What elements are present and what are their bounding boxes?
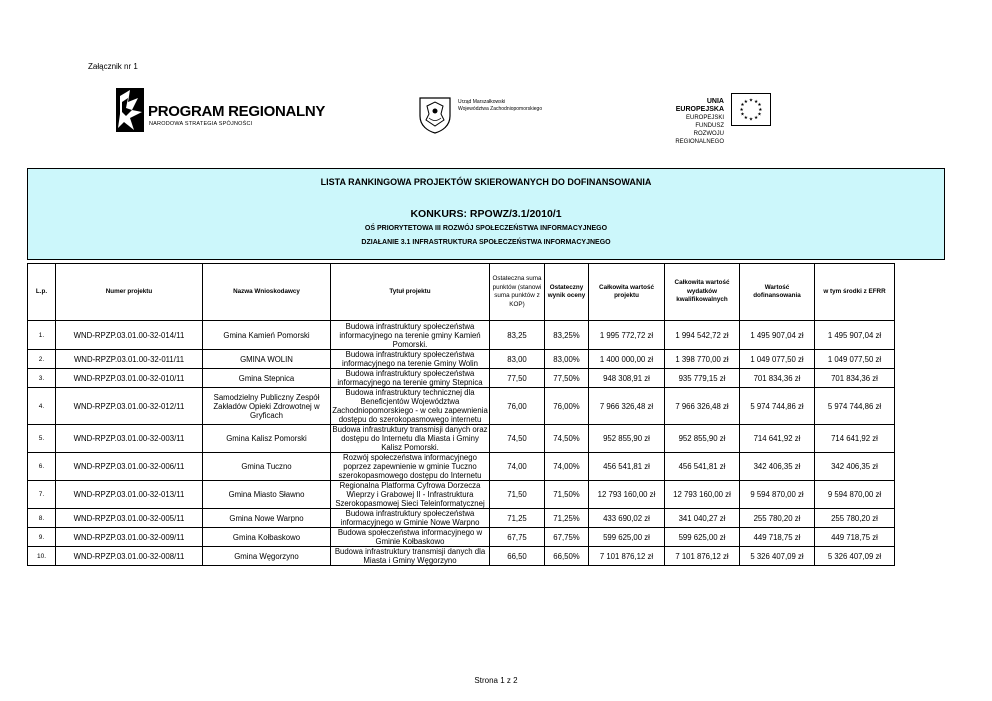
cell-eligible: 1 994 542,72 zł xyxy=(665,321,740,350)
cell-efrr: 714 641,92 zł xyxy=(815,425,895,453)
cell-result: 74,00% xyxy=(545,453,589,481)
cell-total: 433 690,02 zł xyxy=(589,509,665,528)
col-eligible: Całkowita wartość wydatków kwalifikowalnych xyxy=(665,264,740,321)
action-label: DZIAŁANIE 3.1 INFRASTRUKTURA SPOŁECZEŃSTWA INFORMACYJNEGO xyxy=(361,239,611,246)
cell-efrr: 9 594 870,00 zł xyxy=(815,481,895,509)
svg-text:★: ★ xyxy=(757,103,762,109)
cell-funding: 1 495 907,04 zł xyxy=(740,321,815,350)
cell-total: 7 966 326,48 zł xyxy=(589,388,665,425)
cell-eligible: 599 625,00 zł xyxy=(665,528,740,547)
cell-eligible: 456 541,81 zł xyxy=(665,453,740,481)
cell-eligible: 12 793 160,00 zł xyxy=(665,481,740,509)
cell-lp: 6. xyxy=(28,453,56,481)
page-footer: Strona 1 z 2 xyxy=(474,676,518,685)
cell-number: WND-RPZP.03.01.00-32-012/11 xyxy=(56,388,203,425)
table-row xyxy=(28,350,895,369)
table-header-row xyxy=(28,264,895,321)
cell-total: 7 101 876,12 zł xyxy=(589,547,665,566)
cell-applicant: Gmina Węgorzyno xyxy=(203,547,331,566)
cell-title: Rozwój społeczeństwa informacyjnego poprzez zapewnienie w gminie Tuczno szerokopasmowego dostępu do Internetu xyxy=(331,453,490,481)
cell-lp: 2. xyxy=(28,350,56,369)
svg-text:★: ★ xyxy=(758,107,763,113)
eu-flag-icon xyxy=(731,93,771,126)
table-row xyxy=(28,481,895,509)
cell-total: 456 541,81 zł xyxy=(589,453,665,481)
cell-points: 71,25 xyxy=(490,509,545,528)
cell-total: 12 793 160,00 zł xyxy=(589,481,665,509)
svg-text:★: ★ xyxy=(743,99,748,105)
col-efrr: w tym środki z EFRR xyxy=(815,264,895,321)
cell-number: WND-RPZP.03.01.00-32-009/11 xyxy=(56,528,203,547)
cell-eligible: 341 040,27 zł xyxy=(665,509,740,528)
cell-points: 74,50 xyxy=(490,425,545,453)
cell-result: 83,25% xyxy=(545,321,589,350)
cell-lp: 4. xyxy=(28,388,56,425)
cell-applicant: Gmina Kołbaskowo xyxy=(203,528,331,547)
cell-lp: 9. xyxy=(28,528,56,547)
cell-number: WND-RPZP.03.01.00-32-010/11 xyxy=(56,369,203,388)
office-label: Urząd Marszałkowski Województwa Zachodniopomorskiego xyxy=(458,99,543,112)
table-row xyxy=(28,388,895,425)
cell-efrr: 1 495 907,04 zł xyxy=(815,321,895,350)
cell-number: WND-RPZP.03.01.00-32-003/11 xyxy=(56,425,203,453)
cell-efrr: 449 718,75 zł xyxy=(815,528,895,547)
cell-lp: 3. xyxy=(28,369,56,388)
col-lp: L.p. xyxy=(28,264,56,321)
col-title: Tytuł projektu xyxy=(331,264,490,321)
svg-text:★: ★ xyxy=(754,115,759,121)
cell-applicant: Gmina Nowe Warpno xyxy=(203,509,331,528)
cell-points: 83,00 xyxy=(490,350,545,369)
cell-points: 66,50 xyxy=(490,547,545,566)
cell-eligible: 952 855,90 zł xyxy=(665,425,740,453)
cell-applicant: Gmina Tuczno xyxy=(203,453,331,481)
cell-result: 71,50% xyxy=(545,481,589,509)
table-row xyxy=(28,509,895,528)
cell-funding: 1 049 077,50 zł xyxy=(740,350,815,369)
col-points: Ostateczna suma punktów (stanowi suma punktów z KOP) xyxy=(490,264,545,321)
cell-funding: 701 834,36 zł xyxy=(740,369,815,388)
cell-points: 76,00 xyxy=(490,388,545,425)
eu-label: UNIA EUROPEJSKA EUROPEJSKI FUNDUSZ ROZWOJU REGIONALNEGO xyxy=(675,98,724,145)
cell-efrr: 1 049 077,50 zł xyxy=(815,350,895,369)
cell-lp: 7. xyxy=(28,481,56,509)
cell-result: 71,25% xyxy=(545,509,589,528)
svg-text:★: ★ xyxy=(740,103,745,109)
priority-axis-label: OŚ PRIORYTETOWA III ROZWÓJ SPOŁECZEŃSTWA INFORMACYJNEGO xyxy=(364,225,608,232)
col-applicant: Nazwa Wnioskodawcy xyxy=(203,264,331,321)
cell-funding: 5 326 407,09 zł xyxy=(740,547,815,566)
cell-title: Regionalna Platforma Cyfrowa Dorzecza Wieprzy i Grabowej II - Infrastruktura Szerokopasmowej Sieci Teleinformatycznej xyxy=(331,481,490,509)
cell-result: 74,50% xyxy=(545,425,589,453)
cell-applicant: Gmina Miasto Sławno xyxy=(203,481,331,509)
cell-eligible: 1 398 770,00 zł xyxy=(665,350,740,369)
cell-efrr: 342 406,35 zł xyxy=(815,453,895,481)
list-header xyxy=(27,168,945,260)
svg-text:★: ★ xyxy=(757,112,762,118)
cell-eligible: 935 779,15 zł xyxy=(665,369,740,388)
cell-result: 66,50% xyxy=(545,547,589,566)
cell-total: 948 308,91 zł xyxy=(589,369,665,388)
svg-text:★: ★ xyxy=(740,112,745,118)
cell-total: 1 995 772,72 zł xyxy=(589,321,665,350)
cell-title: Budowa infrastruktury społeczeństwa informacyjnego na terenie Gminy Wolin xyxy=(331,350,490,369)
coat-of-arms-icon xyxy=(418,96,452,134)
cell-title: Budowa infrastruktury społeczeństwa informacyjnego na terenie gminy Stepnica xyxy=(331,369,490,388)
cell-funding: 9 594 870,00 zł xyxy=(740,481,815,509)
col-result: Ostateczny wynik oceny xyxy=(545,264,589,321)
cell-result: 67,75% xyxy=(545,528,589,547)
cell-funding: 255 780,20 zł xyxy=(740,509,815,528)
cell-eligible: 7 966 326,48 zł xyxy=(665,388,740,425)
cell-points: 77,50 xyxy=(490,369,545,388)
cell-efrr: 5 974 744,86 zł xyxy=(815,388,895,425)
cell-total: 952 855,90 zł xyxy=(589,425,665,453)
cell-points: 83,25 xyxy=(490,321,545,350)
cell-points: 67,75 xyxy=(490,528,545,547)
cell-funding: 714 641,92 zł xyxy=(740,425,815,453)
svg-text:★: ★ xyxy=(739,107,744,113)
cell-applicant: Gmina Kamień Pomorski xyxy=(203,321,331,350)
table-row xyxy=(28,425,895,453)
table-row xyxy=(28,453,895,481)
cell-eligible: 7 101 876,12 zł xyxy=(665,547,740,566)
cell-result: 83,00% xyxy=(545,350,589,369)
cell-result: 76,00% xyxy=(545,388,589,425)
cell-efrr: 5 326 407,09 zł xyxy=(815,547,895,566)
col-number: Numer projektu xyxy=(56,264,203,321)
contest-label: KONKURS: RPOWZ/3.1/2010/1 xyxy=(410,208,562,220)
cell-title: Budowa infrastruktury społeczeństwa informacyjnego na terenie gminy Kamień Pomorski. xyxy=(331,321,490,350)
cell-points: 71,50 xyxy=(490,481,545,509)
program-subtitle: NARODOWA STRATEGIA SPÓJNOŚCI xyxy=(149,121,253,127)
svg-text:★: ★ xyxy=(754,99,759,105)
cell-funding: 449 718,75 zł xyxy=(740,528,815,547)
svg-text:★: ★ xyxy=(748,98,754,104)
annex-label: Załącznik nr 1 xyxy=(88,62,138,71)
cell-lp: 8. xyxy=(28,509,56,528)
cell-points: 74,00 xyxy=(490,453,545,481)
cell-total: 599 625,00 zł xyxy=(589,528,665,547)
cell-lp: 1. xyxy=(28,321,56,350)
cell-funding: 342 406,35 zł xyxy=(740,453,815,481)
table-row xyxy=(28,321,895,350)
svg-text:★: ★ xyxy=(748,117,754,123)
cell-lp: 10. xyxy=(28,547,56,566)
cell-number: WND-RPZP.03.01.00-32-014/11 xyxy=(56,321,203,350)
cell-applicant: Samodzielny Publiczny Zespół Zakładów Opieki Zdrowotnej w Gryficach xyxy=(203,388,331,425)
cell-applicant: Gmina Kalisz Pomorski xyxy=(203,425,331,453)
cell-total: 1 400 000,00 zł xyxy=(589,350,665,369)
program-title: PROGRAM REGIONALNY xyxy=(148,103,326,120)
cell-number: WND-RPZP.03.01.00-32-008/11 xyxy=(56,547,203,566)
cell-title: Budowa infrastruktury społeczeństwa informacyjnego w Gminie Nowe Warpno xyxy=(331,509,490,528)
list-title: LISTA RANKINGOWA PROJEKTÓW SKIEROWANYCH DO DOFINANSOWANIA xyxy=(320,177,652,187)
svg-text:★: ★ xyxy=(743,115,748,121)
table-row xyxy=(28,547,895,566)
cell-number: WND-RPZP.03.01.00-32-005/11 xyxy=(56,509,203,528)
cell-result: 77,50% xyxy=(545,369,589,388)
cell-number: WND-RPZP.03.01.00-32-013/11 xyxy=(56,481,203,509)
cell-title: Budowa infrastruktury technicznej dla Beneficjentów Województwa Zachodniopomorskiego - w celu zapewnienia dostępu do szerokopasmowego internetu xyxy=(332,388,488,424)
cell-applicant: Gmina Stepnica xyxy=(203,369,331,388)
cell-efrr: 255 780,20 zł xyxy=(815,509,895,528)
cell-applicant: GMINA WOLIN xyxy=(203,350,331,369)
cell-number: WND-RPZP.03.01.00-32-011/11 xyxy=(56,350,203,369)
cell-title: Budowa społeczeństwa informacyjnego w Gminie Kołbaskowo xyxy=(331,528,490,547)
ranking-table xyxy=(27,263,895,566)
cell-funding: 5 974 744,86 zł xyxy=(740,388,815,425)
cell-efrr: 701 834,36 zł xyxy=(815,369,895,388)
cell-number: WND-RPZP.03.01.00-32-006/11 xyxy=(56,453,203,481)
cell-title: Budowa infrastruktury transmisji danych dla Miasta i Gminy Węgorzyno xyxy=(331,547,490,566)
table-row xyxy=(28,369,895,388)
col-funding: Wartość dofinansowania xyxy=(740,264,815,321)
table-row xyxy=(28,528,895,547)
cell-lp: 5. xyxy=(28,425,56,453)
cell-title: Budowa infrastruktury transmisji danych oraz dostępu do Internetu dla Miasta i Gminy Kalisz Pomorski. xyxy=(332,425,488,452)
col-total: Całkowita wartość projektu xyxy=(589,264,665,321)
